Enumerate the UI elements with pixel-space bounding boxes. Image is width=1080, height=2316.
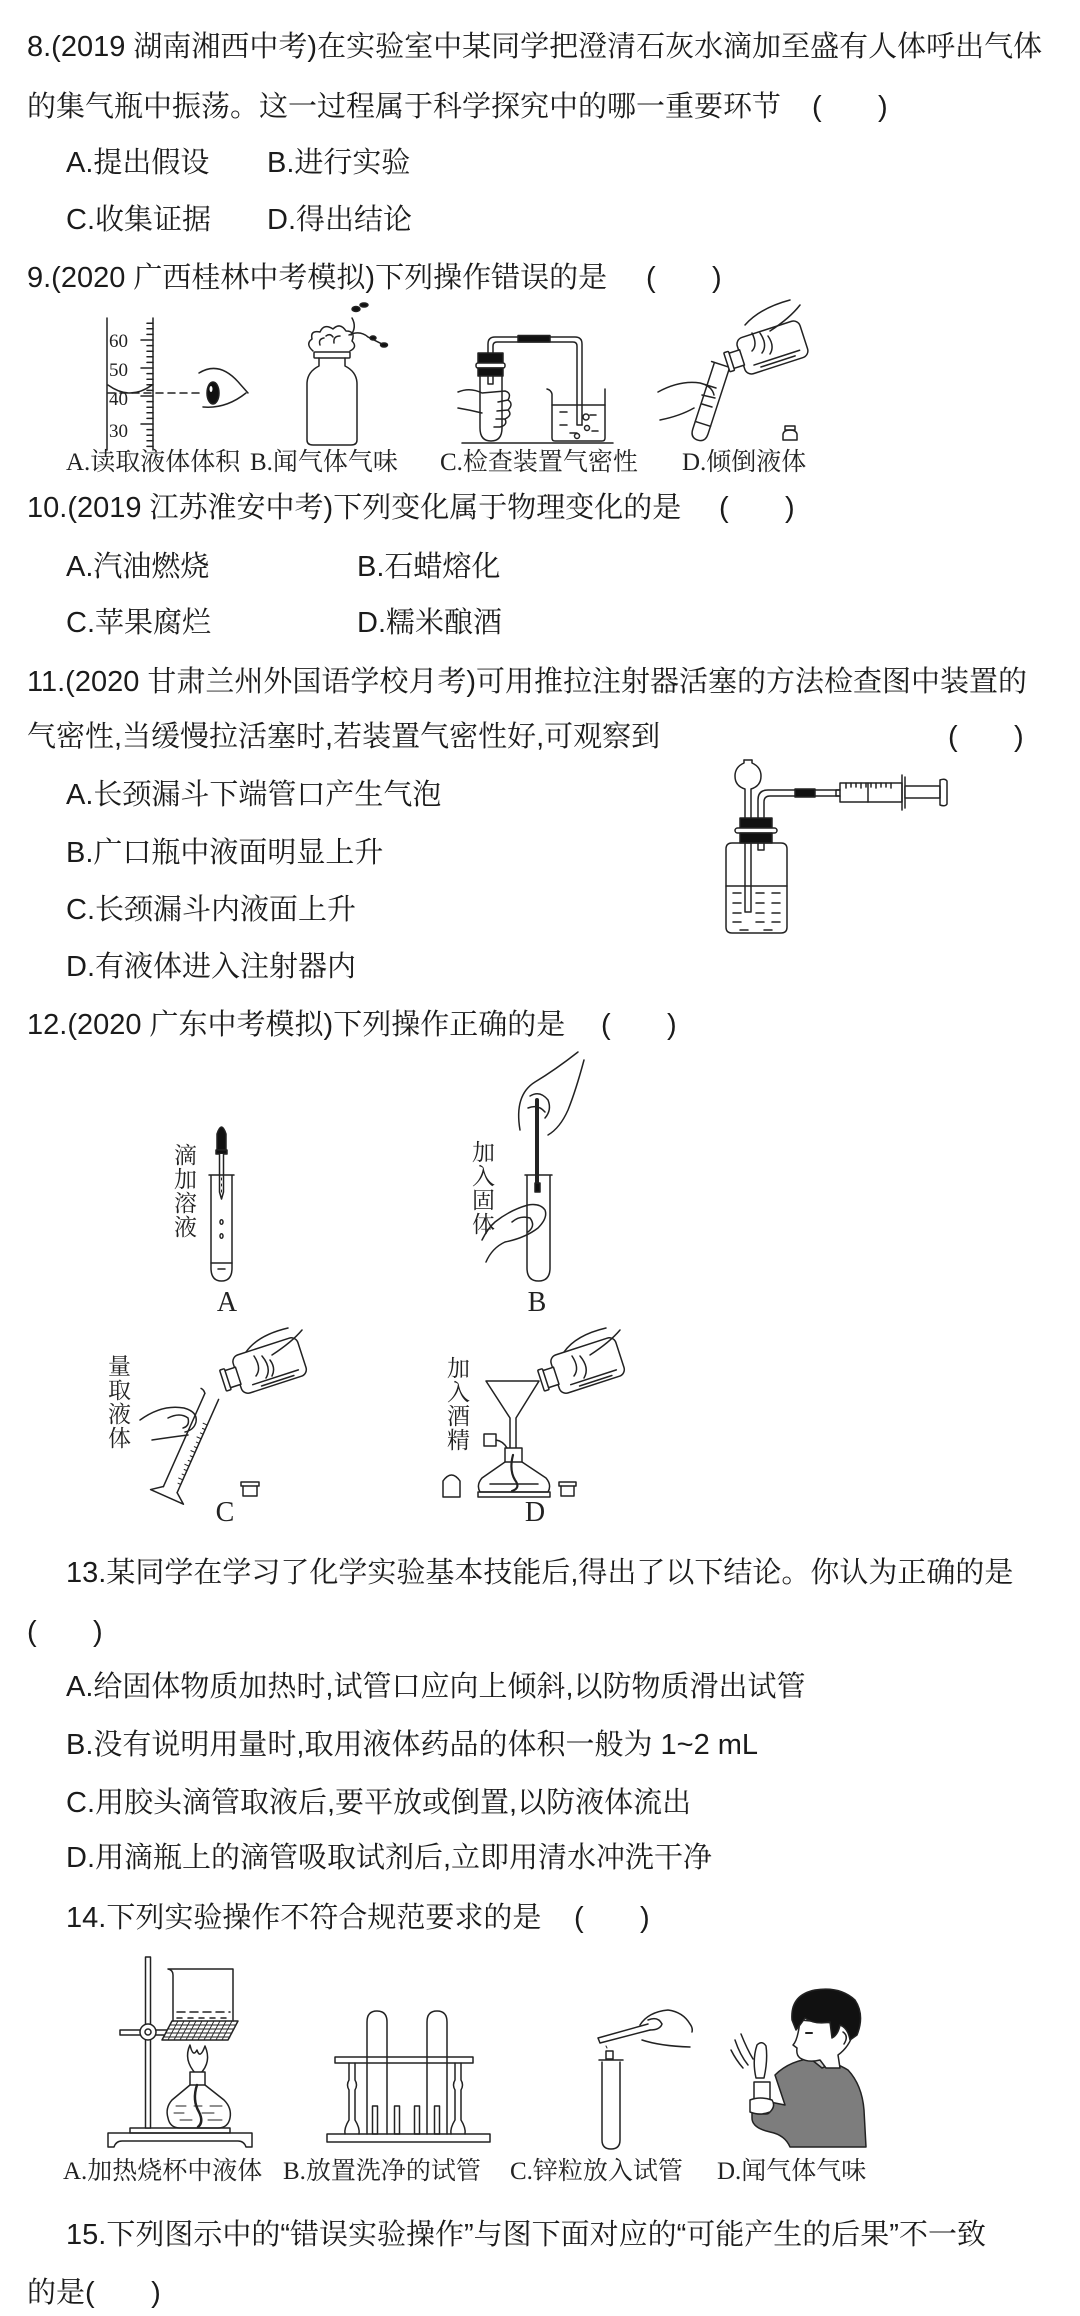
alcohol-lamp — [167, 2072, 230, 2128]
q14-caption-d: D.闻气体气味 — [717, 2158, 867, 2185]
q10-option-b: B.石蜡熔化 — [357, 551, 501, 583]
q12-caption-b: 加入固体 — [469, 1140, 494, 1236]
q12-figure-a-dropper — [200, 1118, 245, 1290]
q14-stem: 14.下列实验操作不符合规范要求的是 — [66, 1902, 542, 1934]
q9-stem: 9.(2020 广西桂林中考模拟)下列操作错误的是 — [27, 262, 608, 294]
q15-stem-line-1: 15.下列图示中的“错误实验操作”与图下面对应的“可能产生的后果”不一致 — [66, 2219, 986, 2251]
q13-option-c: C.用胶头滴管取液后,要平放或倒置,以防液体流出 — [66, 1787, 692, 1819]
q14-figure-b-test-tube-rack — [320, 2000, 500, 2150]
q11-option-c: C.长颈漏斗内液面上升 — [66, 894, 357, 926]
syringe — [836, 775, 947, 810]
test-tube-with-stopper — [476, 353, 505, 441]
q8-stem-line-1: 8.(2019 湖南湘西中考)在实验室中某同学把澄清石灰水滴加至盛有人体呼出气体 — [27, 31, 1043, 63]
flame — [188, 2045, 208, 2074]
gas-bottle — [307, 352, 357, 445]
tilted-test-tube — [687, 362, 732, 444]
beaker-with-water — [547, 389, 605, 441]
spatula — [535, 1100, 540, 1192]
plant-sprig — [349, 303, 388, 347]
gas-cloud — [309, 326, 355, 351]
q13-answer-blank: ( ) — [27, 1616, 103, 1648]
q11-answer-blank: ( ) — [948, 721, 1024, 753]
q14-caption-a: A.加热烧杯中液体 — [63, 2158, 263, 2185]
q10-stem: 10.(2019 江苏淮安中考)下列变化属于物理变化的是 — [27, 492, 682, 524]
q9-caption-c: C.检查装置气密性 — [440, 449, 638, 476]
q12-letter-c: C — [215, 1497, 235, 1528]
alcohol-lamp — [478, 1434, 550, 1497]
q12-letter-d: D — [524, 1497, 546, 1528]
q9-answer-blank: ( ) — [646, 262, 722, 294]
reagent-bottle — [535, 1328, 626, 1400]
bottle-stopper — [783, 426, 797, 440]
rack — [327, 2057, 490, 2142]
q9-caption-a: A.读取液体体积 — [66, 449, 241, 476]
q14-figure-c-zinc-into-tube — [590, 2000, 700, 2155]
q8-answer-blank: ( ) — [812, 91, 888, 123]
connecting-tube — [758, 789, 840, 818]
q9-caption-d: D.倾倒液体 — [682, 449, 807, 476]
q11-stem-line-1: 11.(2020 甘肃兰州外国语学校月考)可用推拉注射器活塞的方法检查图中装置的 — [27, 666, 1028, 698]
q10-answer-blank: ( ) — [719, 492, 795, 524]
q10-option-d: D.糯米酿酒 — [357, 607, 503, 639]
graduated-cylinder — [151, 1386, 230, 1504]
q14-caption-c: C.锌粒放入试管 — [510, 2158, 683, 2185]
q15-answer-blank: ( ) — [85, 2277, 161, 2309]
q8-option-b: B.进行实验 — [267, 147, 411, 179]
scale-label-60: 60 — [109, 331, 128, 352]
q11-option-b: B.广口瓶中液面明显上升 — [66, 837, 384, 869]
bottle-stopper — [241, 1482, 259, 1496]
wire-gauze — [162, 2021, 238, 2040]
dropper — [216, 1127, 227, 1199]
q12-letter-b: B — [527, 1287, 547, 1318]
q9-figure-b-smell-gas — [295, 295, 395, 450]
q13-stem: 13.某同学在学习了化学实验基本技能后,得出了以下结论。你认为正确的是 — [66, 1557, 1014, 1589]
q15-stem-line-2 — [27, 2276, 161, 2310]
q12-caption-d: 加入酒精 — [444, 1356, 469, 1452]
q11-figure-syringe-apparatus — [720, 748, 955, 938]
q14-figure-d-smell-gas — [725, 1985, 875, 2150]
q8-stem-line-2: 的集气瓶中振荡。这一过程属于科学探究中的哪一重要环节 — [27, 91, 782, 123]
q12-letter-a: A — [216, 1287, 238, 1318]
q12-figure-d-add-alcohol — [438, 1320, 628, 1510]
q10-option-c: C.苹果腐烂 — [66, 607, 212, 639]
rubber-stopper — [735, 818, 777, 850]
q12-answer-blank: ( ) — [601, 1009, 677, 1041]
hands — [482, 1052, 584, 1262]
eye-icon — [199, 368, 248, 407]
q9-caption-b: B.闻气体气味 — [250, 449, 398, 476]
reagent-bottle — [721, 319, 810, 380]
q13-option-a: A.给固体物质加热时,试管口应向上倾斜,以防物质滑出试管 — [66, 1671, 806, 1703]
q10-option-a: A.汽油燃烧 — [66, 551, 210, 583]
q12-caption-c: 量取液体 — [105, 1354, 130, 1450]
q8-option-a: A.提出假设 — [66, 147, 210, 179]
q14-figure-a-heat-beaker — [100, 1950, 260, 2150]
tweezers-and-hand — [598, 2010, 692, 2048]
lamp-cap — [443, 1475, 460, 1497]
scale-label-40: 40 — [109, 389, 128, 410]
q15-stem-tail: 的是 — [27, 2277, 86, 2309]
reagent-bottle — [217, 1336, 308, 1400]
q12-figure-b-add-solid — [478, 1048, 593, 1290]
boy-illustration — [731, 1989, 866, 2147]
q9-figure-a-read-volume — [95, 300, 255, 455]
bottle-stopper — [559, 1482, 576, 1496]
q9-figure-c-check-airtightness — [450, 325, 620, 450]
scale-label-30: 30 — [109, 421, 128, 442]
q8-option-d: D.得出结论 — [267, 204, 413, 236]
hand — [458, 390, 511, 427]
scale-label-50: 50 — [109, 360, 128, 381]
q12-figure-c-measure-liquid — [135, 1320, 315, 1510]
q14-answer-blank: ( ) — [574, 1902, 650, 1934]
q13-option-d: D.用滴瓶上的滴管吸取试剂后,立即用清水冲洗干净 — [66, 1842, 713, 1874]
q11-stem-line-2: 气密性,当缓慢拉活塞时,若装置气密性好,可观察到 — [27, 721, 661, 753]
wide-mouth-bottle — [726, 843, 787, 933]
q8-option-c: C.收集证据 — [66, 204, 212, 236]
q11-option-d: D.有液体进入注射器内 — [66, 951, 357, 983]
q13-option-b: B.没有说明用量时,取用液体药品的体积一般为 1~2 mL — [66, 1729, 759, 1761]
upright-test-tube — [599, 2051, 623, 2149]
measuring-cylinder-scale — [107, 318, 153, 450]
beaker — [168, 1969, 233, 2021]
q9-figure-d-pour-liquid — [650, 295, 800, 450]
q12-stem: 12.(2020 广东中考模拟)下列操作正确的是 — [27, 1009, 566, 1041]
q12-caption-a: 滴加溶液 — [171, 1143, 196, 1239]
q14-caption-b: B.放置洗净的试管 — [283, 2158, 481, 2185]
q11-option-a: A.长颈漏斗下端管口产生气泡 — [66, 779, 442, 811]
